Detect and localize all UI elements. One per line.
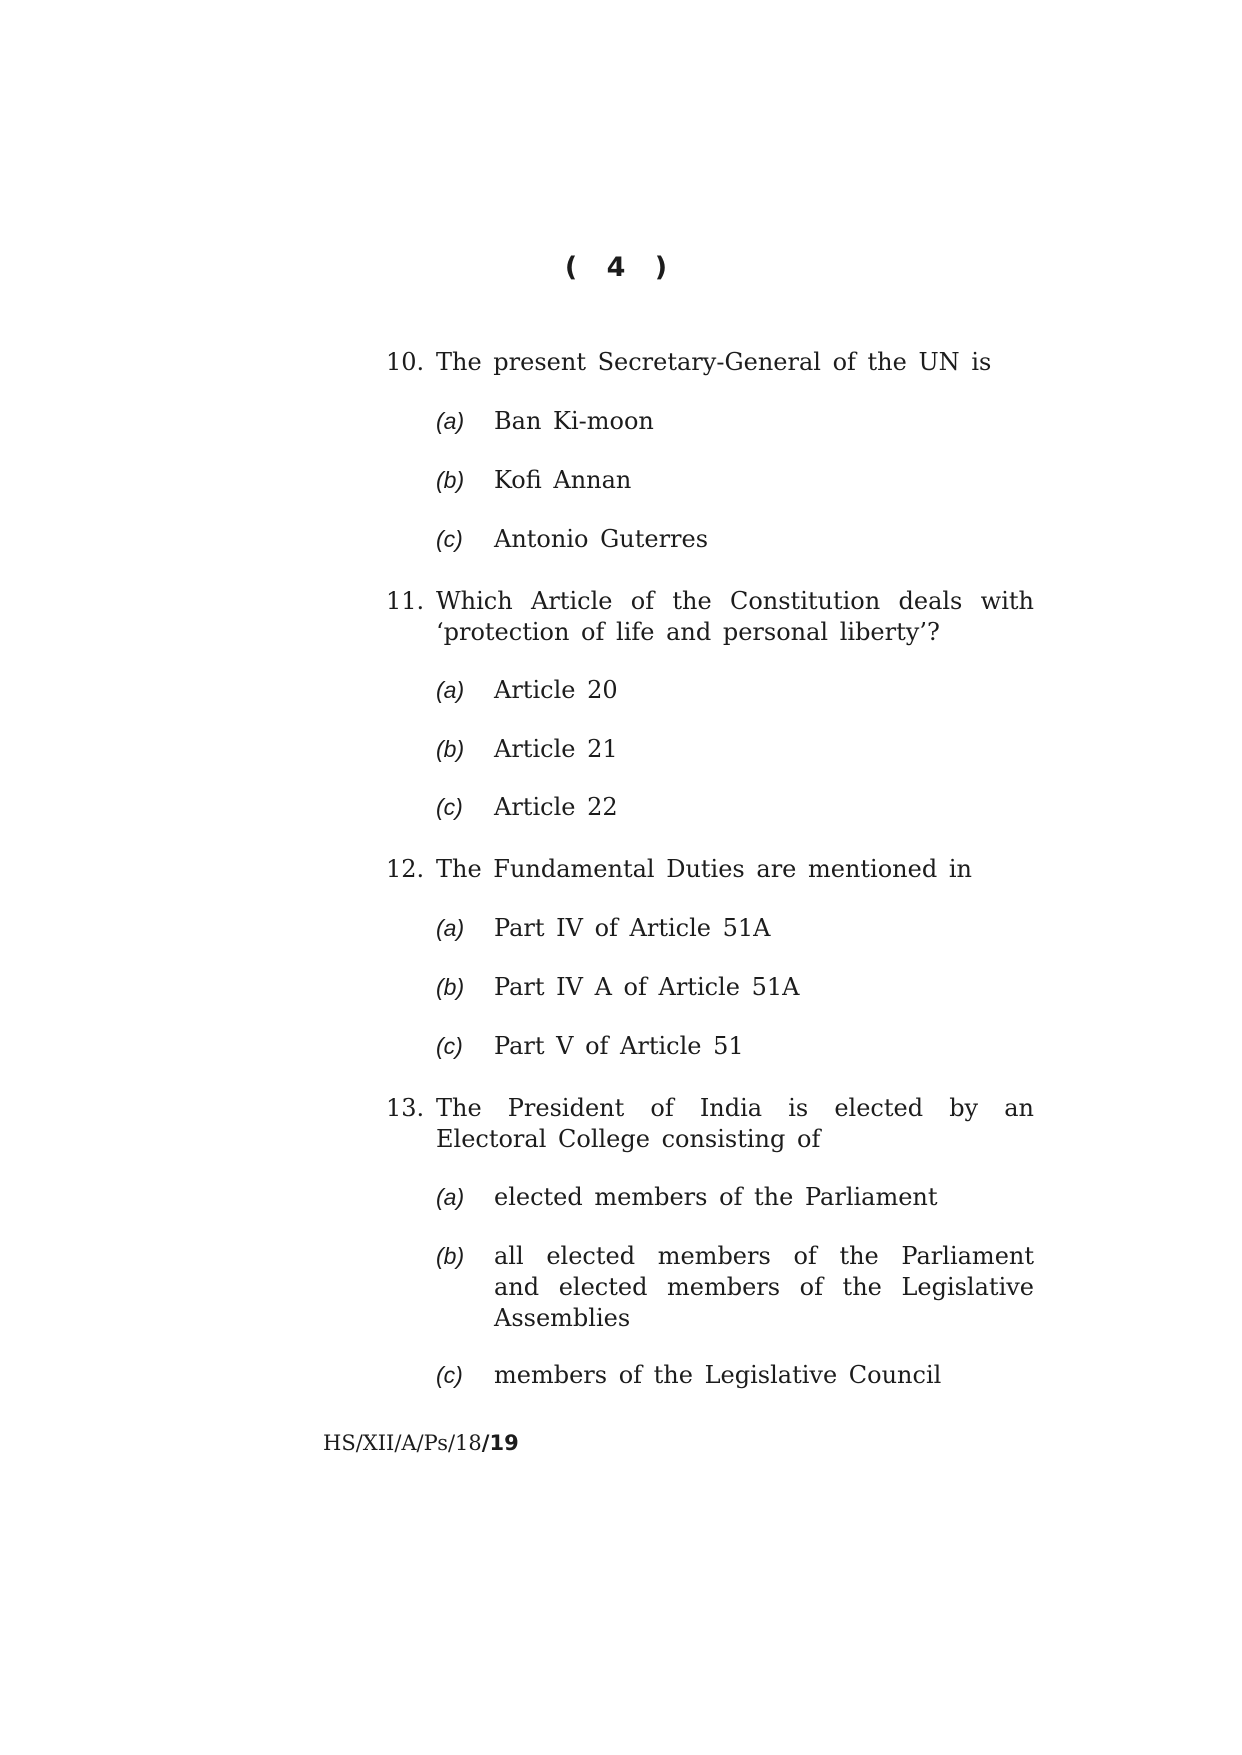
option-label: (b) xyxy=(436,1243,465,1269)
option-11b xyxy=(436,734,1034,765)
question-text: The present Secretary-General of the UN is xyxy=(436,348,992,376)
option-label: (b) xyxy=(436,736,465,762)
option-12c xyxy=(436,1031,1034,1062)
question-text: The Fundamental Duties are mentioned in xyxy=(436,855,972,883)
question-number: 10. xyxy=(386,348,425,376)
paper-code-suffix: /19 xyxy=(481,1431,519,1455)
option-text: Part IV A of Article 51A xyxy=(494,973,800,1001)
option-text: Article 21 xyxy=(494,735,618,763)
question-text: Which Article of the Constitution deals with ‘protection of life and personal liberty’? xyxy=(436,587,1034,646)
option-label: (a) xyxy=(436,677,465,703)
page-number: ( 4 ) xyxy=(564,252,678,283)
question-10 xyxy=(386,347,1034,378)
option-label: (c) xyxy=(436,1033,463,1059)
option-13c xyxy=(436,1360,1034,1391)
option-text: all elected members of the Parliament and elected members of the Legislative Assemblies xyxy=(494,1242,1034,1332)
option-text: Kofi Annan xyxy=(494,466,632,494)
option-label: (a) xyxy=(436,408,465,434)
option-10c xyxy=(436,524,1034,555)
option-label: (a) xyxy=(436,1184,465,1210)
paper-code xyxy=(323,1429,519,1457)
question-13 xyxy=(386,1093,1034,1155)
question-number: 11. xyxy=(386,587,425,615)
option-12b xyxy=(436,972,1034,1003)
question-text: The President of India is elected by an Electoral College consisting of xyxy=(436,1094,1034,1153)
option-label: (c) xyxy=(436,526,463,552)
option-text: Article 22 xyxy=(494,793,618,821)
option-11c xyxy=(436,792,1034,823)
option-text: Ban Ki-moon xyxy=(494,407,654,435)
option-12a xyxy=(436,913,1034,944)
option-text: Part IV of Article 51A xyxy=(494,914,771,942)
paper-code-prefix: HS/XII/A/Ps/18 xyxy=(323,1431,482,1455)
option-text: Article 20 xyxy=(494,676,618,704)
option-text: Antonio Guterres xyxy=(494,525,709,553)
question-11 xyxy=(386,586,1034,648)
option-label: (a) xyxy=(436,915,465,941)
question-number: 12. xyxy=(386,855,425,883)
question-12 xyxy=(386,854,1034,885)
option-10b xyxy=(436,465,1034,496)
option-label: (c) xyxy=(436,794,463,820)
option-label: (b) xyxy=(436,974,465,1000)
option-text: members of the Legislative Council xyxy=(494,1361,942,1389)
option-label: (c) xyxy=(436,1362,463,1388)
option-13b xyxy=(436,1241,1034,1334)
option-11a xyxy=(436,675,1034,706)
option-label: (b) xyxy=(436,467,465,493)
option-13a xyxy=(436,1182,1034,1213)
option-text: Part V of Article 51 xyxy=(494,1032,744,1060)
option-text: elected members of the Parliament xyxy=(494,1183,938,1211)
option-10a xyxy=(436,406,1034,437)
question-number: 13. xyxy=(386,1094,425,1122)
